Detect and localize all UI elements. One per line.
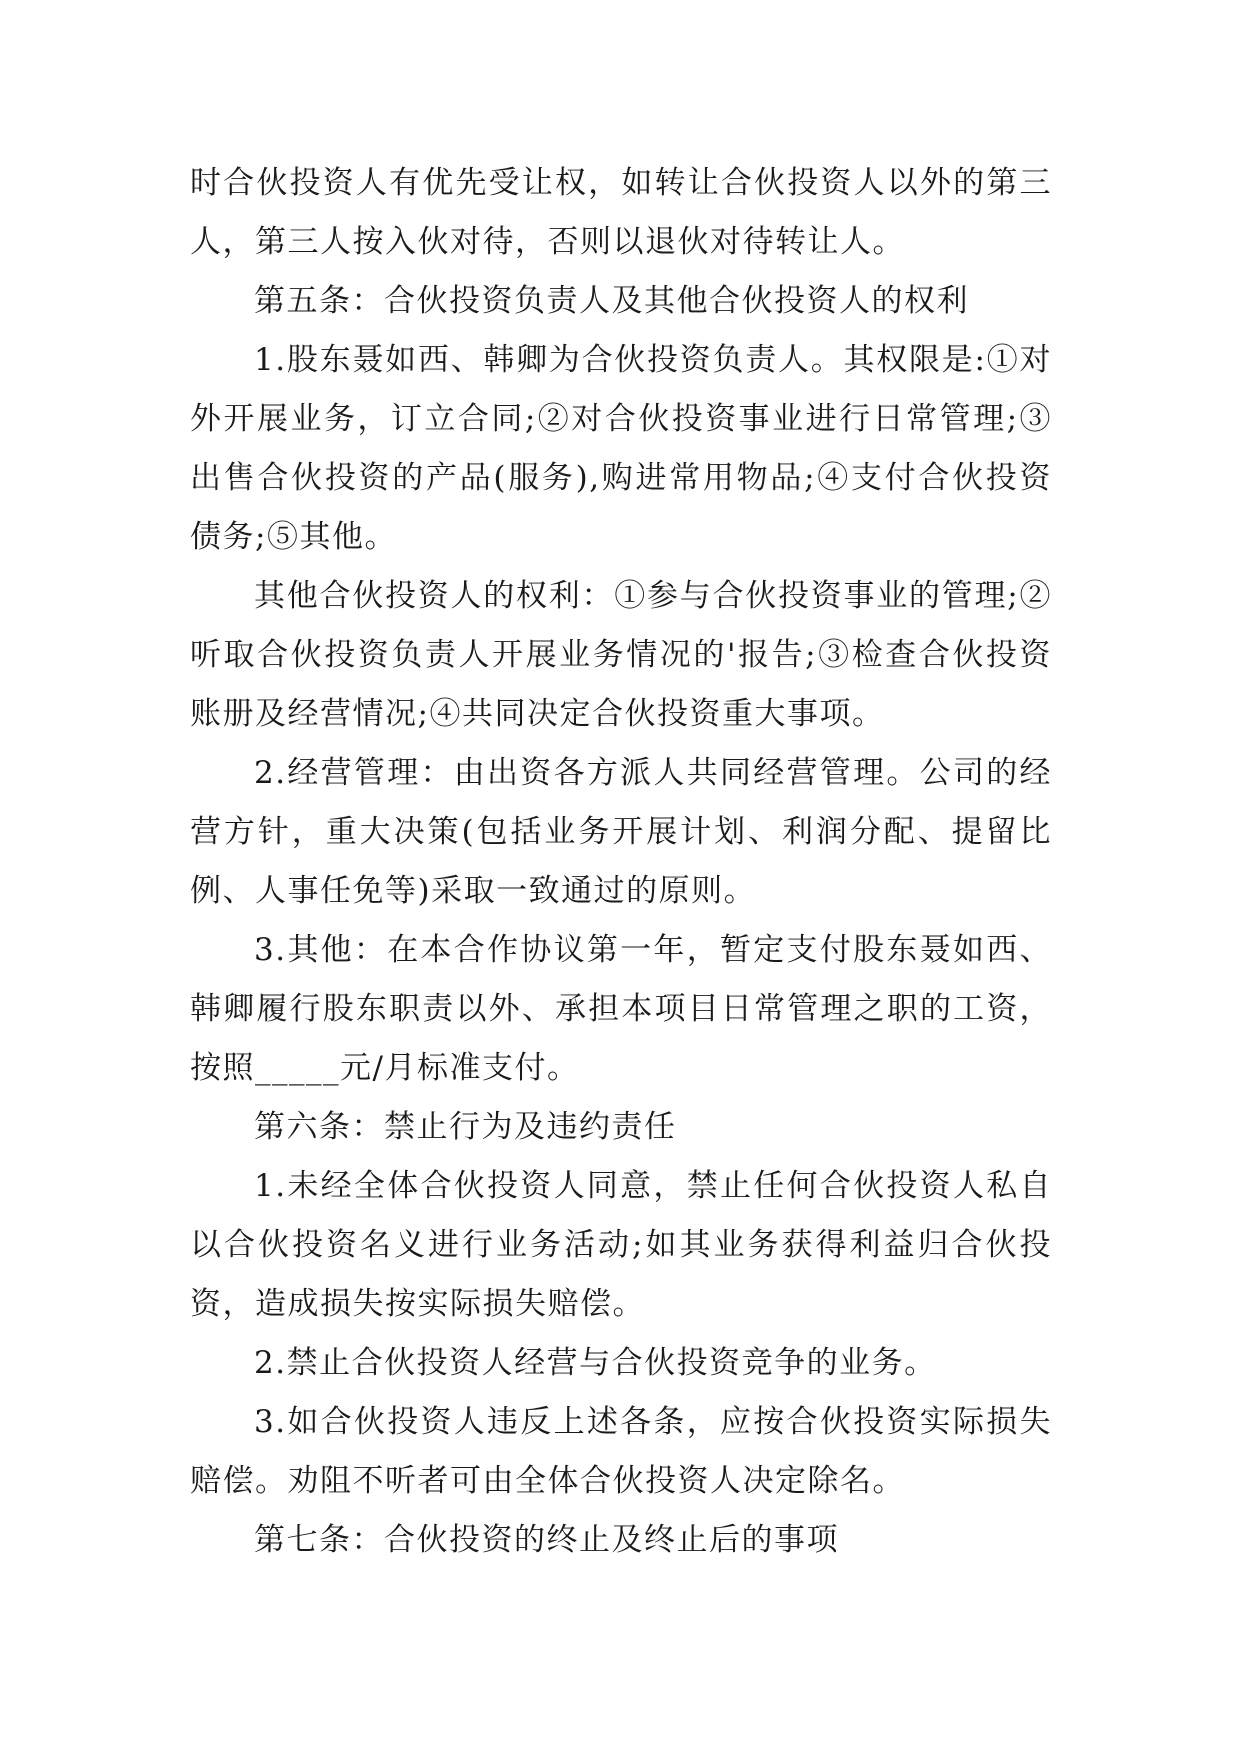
heading-article-7: 第七条：合伙投资的终止及终止后的事项 [254, 1522, 839, 1558]
paragraph-breach-compensation: 3.如合伙投资人违反上述各条，应按合伙投资实际损失赔偿。劝阻不听者可由全体合伙投资人决定除名。 [190, 1404, 1052, 1499]
paragraph-no-competition: 2.禁止合伙投资人经营与合伙投资竞争的业务。 [254, 1345, 937, 1381]
document-body [190, 154, 1052, 1570]
heading-article-5: 第五条：合伙投资负责人及其他合伙投资人的权利 [254, 283, 969, 319]
paragraph-other-salary: 3.其他：在本合作协议第一年，暂定支付股东聂如西、韩卿履行股东职责以外、承担本项目日常管理之职的工资，按照_____元/月标准支付。 [190, 932, 1052, 1086]
heading-article-6: 第六条：禁止行为及违约责任 [254, 1109, 677, 1145]
paragraph-manager-powers: 1.股东聂如西、韩卿为合伙投资负责人。其权限是:①对外开展业务，订立合同;②对合伙投资事业进行日常管理;③出售合伙投资的产品(服务),购进常用物品;④支付合伙投资债务;⑤其他。 [190, 342, 1052, 555]
paragraph-business-management: 2.经营管理：由出资各方派人共同经营管理。公司的经营方针，重大决策(包括业务开展计划、利润分配、提留比例、人事任免等)采取一致通过的原则。 [190, 755, 1052, 909]
paragraph-partner-rights: 其他合伙投资人的权利：①参与合伙投资事业的管理;②听取合伙投资负责人开展业务情况的'报告;③检查合伙投资账册及经营情况;④共同决定合伙投资重大事项。 [190, 578, 1052, 732]
paragraph-transfer-clause: 时合伙投资人有优先受让权，如转让合伙投资人以外的第三人，第三人按入伙对待，否则以退伙对待转让人。 [190, 165, 1052, 260]
paragraph-prohibited-activity: 1.未经全体合伙投资人同意，禁止任何合伙投资人私自以合伙投资名义进行业务活动;如其业务获得利益归合伙投资，造成损失按实际损失赔偿。 [190, 1168, 1052, 1322]
